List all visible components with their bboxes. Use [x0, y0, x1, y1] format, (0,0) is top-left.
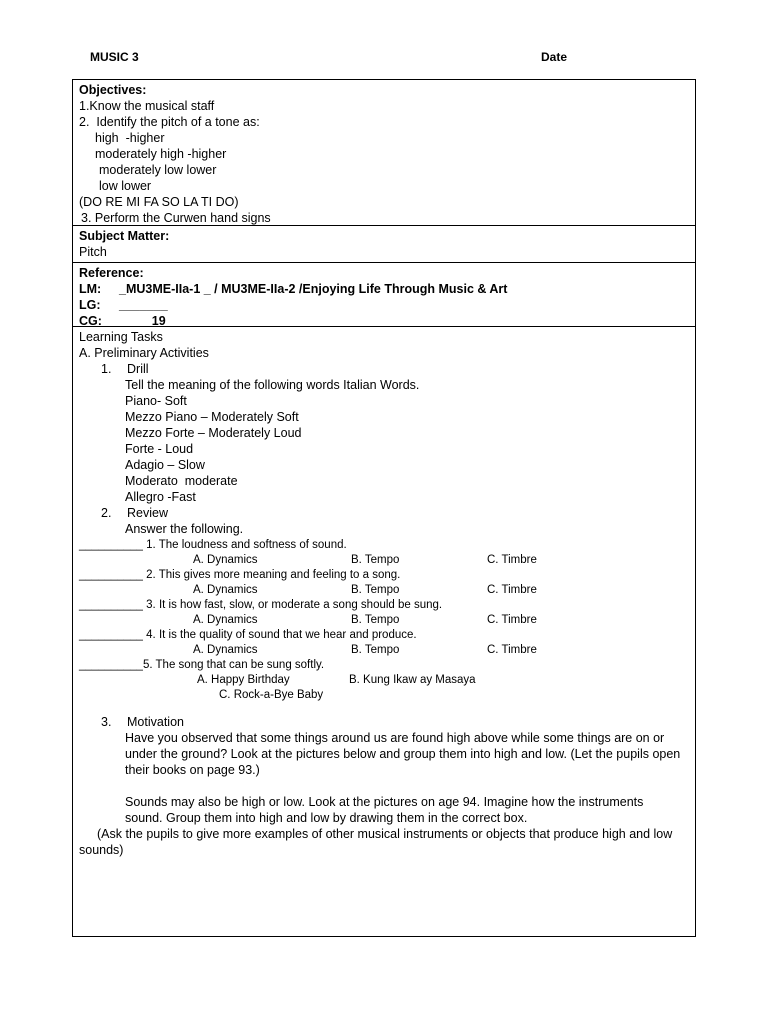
- lg-row: [79, 297, 689, 313]
- drill-heading: [79, 361, 689, 377]
- review-question: __________ 4. It is the quality of sound that we hear and produce.: [79, 629, 417, 641]
- learning-tasks-title: Learning Tasks: [79, 330, 163, 344]
- motivation-number: 3.: [101, 715, 112, 729]
- choice-b: B. Kung Ikaw ay Masaya: [349, 674, 476, 686]
- choice-b: B. Tempo: [351, 584, 400, 596]
- choice-row: [79, 672, 689, 687]
- choice-b: B. Tempo: [351, 554, 400, 566]
- objective-line: moderately high -higher: [95, 147, 227, 161]
- objectives-title: Objectives:: [79, 83, 147, 97]
- choice-c: C. Rock-a-Bye Baby: [219, 689, 324, 701]
- subject-matter-title: Subject Matter:: [79, 229, 170, 243]
- motivation-heading: [79, 714, 689, 730]
- date-label: Date: [541, 50, 568, 64]
- drill-intro: Tell the meaning of the following words Italian Words.: [125, 378, 420, 392]
- drill-number: 1.: [101, 362, 112, 376]
- subject-matter-value: Pitch: [79, 245, 107, 259]
- drill-word: Piano- Soft: [125, 394, 187, 408]
- choice-a: A. Dynamics: [193, 614, 258, 626]
- drill-word: Mezzo Forte – Moderately Loud: [125, 426, 302, 440]
- review-heading: [79, 505, 689, 521]
- choice-c: C. Timbre: [487, 584, 537, 596]
- objective-line: high -higher: [95, 131, 165, 145]
- drill-word: Adagio – Slow: [125, 458, 205, 472]
- subject-matter-section: [73, 226, 695, 263]
- lesson-plan-table: [72, 79, 696, 937]
- subject-label: MUSIC 3: [90, 50, 139, 64]
- drill-title: Drill: [127, 362, 149, 376]
- objective-line: 2. Identify the pitch of a tone as:: [79, 115, 260, 129]
- lm-row: [79, 281, 689, 297]
- review-question: __________ 2. This gives more meaning and feeling to a song.: [79, 569, 401, 581]
- review-question: __________ 3. It is how fast, slow, or moderate a song should be sung.: [79, 599, 443, 611]
- choice-c: C. Timbre: [487, 614, 537, 626]
- lg-label: LG:: [79, 298, 101, 312]
- choice-c: C. Timbre: [487, 644, 537, 656]
- objective-line: low lower: [99, 179, 152, 193]
- choice-row: [79, 582, 689, 597]
- drill-word: Forte - Loud: [125, 442, 194, 456]
- choice-row: [79, 687, 689, 702]
- motivation-paragraph: Sounds may also be high or low. Look at the pictures on age 94. Imagine how the instruments sound. Group them into high and low by drawing them in the correct box.: [125, 795, 644, 825]
- cg-value: _____19_____: [117, 314, 201, 328]
- learning-tasks-section: [73, 327, 695, 936]
- cg-label: CG:: [79, 314, 102, 328]
- drill-word: Mezzo Piano – Moderately Soft: [125, 410, 299, 424]
- choice-row: [79, 642, 689, 657]
- lm-label: LM:: [79, 282, 102, 296]
- choice-b: B. Tempo: [351, 614, 400, 626]
- drill-word: Moderato moderate: [125, 474, 238, 488]
- drill-word: Allegro -Fast: [125, 490, 196, 504]
- choice-b: B. Tempo: [351, 644, 400, 656]
- motivation-title: Motivation: [127, 715, 184, 729]
- review-number: 2.: [101, 506, 112, 520]
- choice-a: A. Dynamics: [193, 644, 258, 656]
- lg-value: _______: [119, 298, 168, 312]
- objective-line: moderately low lower: [99, 163, 217, 177]
- choice-a: A. Dynamics: [193, 584, 258, 596]
- objective-line: (DO RE MI FA SO LA TI DO): [79, 195, 239, 209]
- motivation-paragraph: Have you observed that some things around us are found high above while some things are on or under the ground? Look at the pictures below and group them into high and low. (Let the pupils open their books on page 93.): [125, 731, 681, 777]
- objective-line: 3. Perform the Curwen hand signs: [81, 211, 271, 225]
- choice-a: A. Happy Birthday: [197, 674, 290, 686]
- preliminary-activities: A. Preliminary Activities: [79, 346, 209, 360]
- review-intro: Answer the following.: [125, 522, 244, 536]
- choice-row: [79, 552, 689, 567]
- review-title: Review: [127, 506, 168, 520]
- choice-a: A. Dynamics: [193, 554, 258, 566]
- review-question: __________5. The song that can be sung softly.: [79, 659, 325, 671]
- lm-value: _MU3ME-IIa-1 _ / MU3ME-IIa-2 /Enjoying Life Through Music & Art: [119, 282, 508, 296]
- motivation-paragraph: (Ask the pupils to give more examples of other musical instruments or objects that produce high and low sounds): [79, 827, 673, 857]
- reference-section: [73, 263, 695, 327]
- choice-row: [79, 612, 689, 627]
- reference-title: Reference:: [79, 266, 144, 280]
- choice-c: C. Timbre: [487, 554, 537, 566]
- objective-line: 1.Know the musical staff: [79, 99, 215, 113]
- review-question: __________ 1. The loudness and softness of sound.: [79, 539, 347, 551]
- objectives-section: [73, 80, 695, 226]
